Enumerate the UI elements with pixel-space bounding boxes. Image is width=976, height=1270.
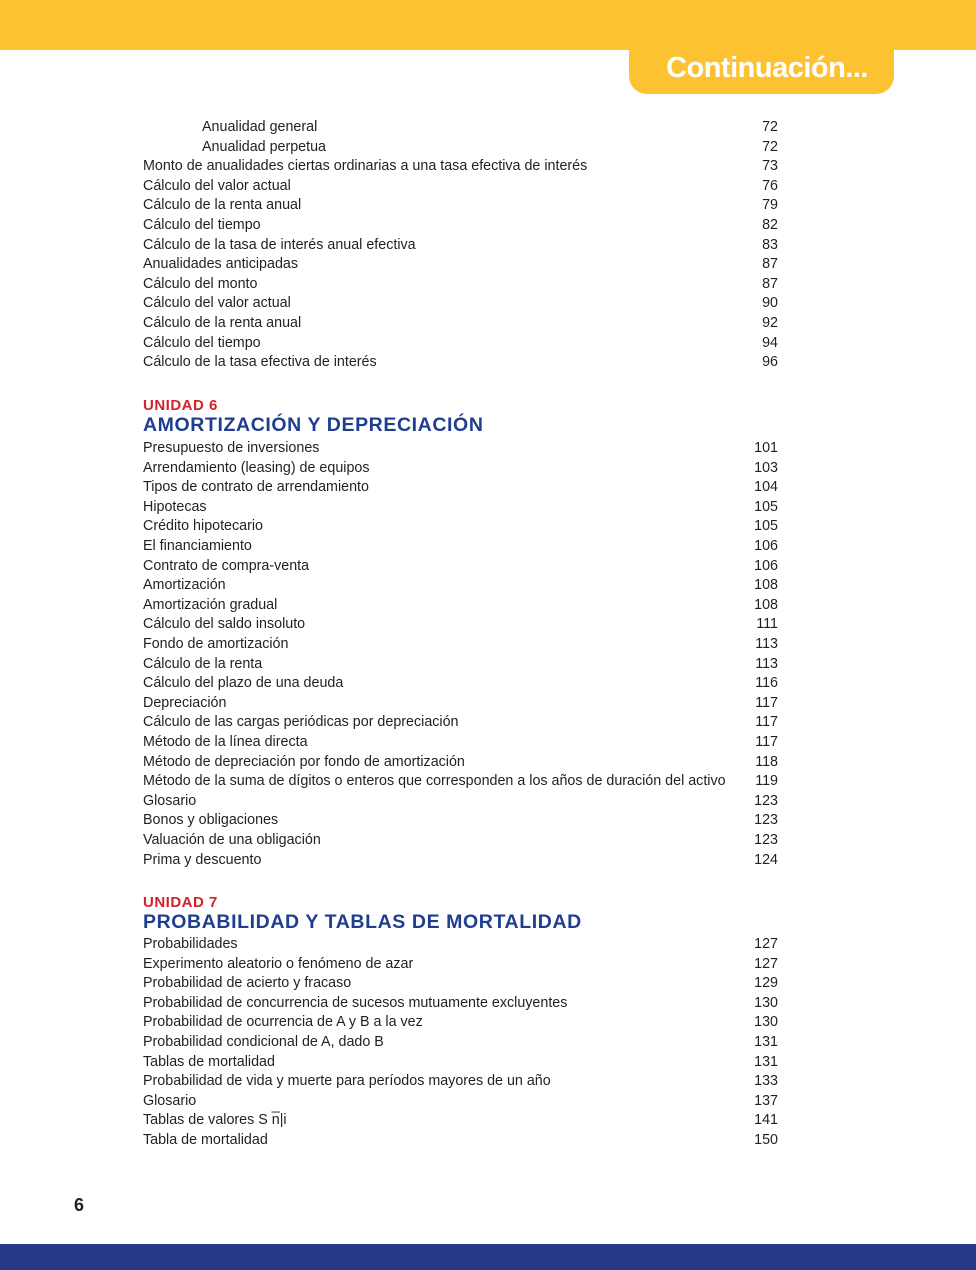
toc-entry-title: Cálculo de la tasa de interés anual efectiva (143, 236, 416, 253)
toc-entry-page: 90 (762, 295, 778, 312)
toc-entry-title: Método de la suma de dígitos o enteros que corresponden a los años de duración del activo (143, 773, 726, 790)
toc-entry[interactable] (143, 313, 778, 333)
toc-entry[interactable] (143, 556, 778, 576)
unit-6-title: AMORTIZACIÓN Y DEPRECIACIÓN (143, 414, 484, 436)
toc-entry[interactable] (143, 575, 778, 595)
toc-entry-page: 113 (755, 655, 778, 672)
toc-entry[interactable] (143, 993, 778, 1013)
toc-entry-title: Bonos y obligaciones (143, 812, 279, 829)
toc-entry-page: 127 (754, 936, 778, 952)
toc-entry[interactable] (143, 934, 778, 954)
toc-entry[interactable] (143, 274, 778, 294)
toc-entry-title: Anualidad perpetua (202, 138, 327, 155)
unit-7-label: UNIDAD 7 (143, 894, 218, 911)
toc-entry-title: Cálculo de la renta anual (143, 315, 302, 331)
toc-entry[interactable] (143, 693, 778, 713)
toc-entry[interactable] (143, 1052, 778, 1072)
toc-entry-page: 105 (754, 518, 778, 535)
toc-entry-page: 137 (754, 1092, 778, 1109)
toc-entry-page: 127 (754, 955, 778, 972)
toc-entry-page: 92 (762, 315, 778, 331)
toc-entry-page: 141 (754, 1112, 778, 1129)
toc-entry[interactable] (143, 254, 778, 274)
toc-entry-title: Presupuesto de inversiones (143, 440, 320, 456)
toc-entry-title: Tipos de contrato de arrendamiento (143, 479, 369, 496)
continuation-tab (629, 40, 894, 94)
toc-entry-page: 101 (754, 440, 778, 456)
toc-entry[interactable] (143, 1071, 778, 1091)
toc-entry-title: Probabilidad de vida y muerte para períodos mayores de un año (143, 1073, 551, 1090)
toc-entry[interactable] (143, 973, 778, 993)
toc-entry-title: Probabilidades (143, 936, 238, 952)
toc-entry-page: 87 (762, 256, 778, 273)
toc-entry-title: Arrendamiento (leasing) de equipos (143, 459, 370, 476)
toc-entry-page: 133 (754, 1073, 778, 1090)
toc-entry-title: Cálculo del monto (143, 275, 258, 292)
toc-entry-title: Cálculo del valor actual (143, 295, 291, 312)
toc-entry-page: 103 (754, 459, 778, 476)
toc-entry-title: Cálculo del valor actual (143, 177, 291, 194)
toc-entry-page: 124 (754, 851, 778, 868)
toc-entry-page: 106 (754, 557, 778, 574)
toc-entry[interactable] (143, 614, 778, 634)
toc-entry-page: 117 (755, 694, 778, 711)
toc-entry[interactable] (143, 536, 778, 556)
toc-entry-title: Probabilidad de concurrencia de sucesos mutuamente excluyentes (143, 994, 568, 1011)
toc-entry-page: 73 (762, 158, 778, 175)
toc-entry[interactable] (143, 954, 778, 974)
toc-entry-page: 108 (754, 577, 778, 594)
toc-entry-title: Glosario (143, 792, 197, 809)
toc-entry[interactable] (143, 438, 778, 458)
toc-entry-page: 104 (754, 479, 778, 496)
toc-entry[interactable] (143, 1110, 778, 1130)
toc-entry-page: 131 (754, 1053, 778, 1070)
toc-entry[interactable] (143, 516, 778, 536)
continuation-label: Continuación... (666, 52, 868, 84)
toc-entry[interactable] (143, 156, 778, 176)
toc-entry-title: Experimento aleatorio o fenómeno de azar (143, 955, 414, 972)
toc-entry[interactable] (143, 712, 778, 732)
footer-band (0, 1244, 976, 1270)
toc-entry[interactable] (143, 497, 778, 517)
toc-entry-title: Cálculo de las cargas periódicas por depreciación (143, 714, 459, 731)
toc-entry-title: Cálculo del plazo de una deuda (143, 675, 344, 692)
toc-entry-title: Cálculo del tiempo (143, 334, 261, 351)
toc-entry-page: 119 (755, 773, 778, 790)
toc-entry-title: Cálculo de la renta anual (143, 197, 302, 214)
toc-entry-page: 130 (754, 1014, 778, 1031)
toc-entry-page: 106 (754, 538, 778, 554)
toc-entry[interactable] (143, 634, 778, 654)
toc-entry-page: 123 (754, 832, 778, 848)
toc-entry-title: Anualidades anticipadas (143, 256, 298, 273)
toc-entry[interactable] (143, 333, 778, 353)
toc-entry[interactable] (143, 195, 778, 215)
toc-entry-title: Cálculo de la tasa efectiva de interés (143, 354, 377, 371)
toc-entry-title: Prima y descuento (143, 851, 262, 868)
toc-entry-page: 96 (762, 354, 778, 371)
toc-entry[interactable] (143, 477, 778, 497)
toc-entry-page: 82 (762, 217, 778, 233)
toc-entry[interactable] (143, 654, 778, 674)
toc-entry-title: Anualidad general (202, 119, 318, 135)
toc-entry-page: 118 (755, 753, 778, 770)
toc-entry-page: 94 (762, 334, 778, 351)
toc-entry[interactable] (143, 458, 778, 478)
toc-entry-title: Amortización (143, 577, 226, 594)
toc-entry-title: Probabilidad condicional de A, dado B (143, 1034, 384, 1050)
toc-entry-page: 105 (754, 498, 778, 515)
toc-entry[interactable] (143, 595, 778, 615)
toc-entry-page: 108 (754, 596, 778, 613)
toc-entry[interactable] (143, 1130, 778, 1150)
toc-entry-page: 117 (755, 734, 778, 750)
toc-entry[interactable] (143, 752, 778, 772)
toc-entry-page: 83 (762, 236, 778, 253)
toc-entry-page: 123 (754, 792, 778, 809)
toc-entry-title: Tablas de mortalidad (143, 1053, 275, 1070)
toc-entry-title: Crédito hipotecario (143, 518, 264, 535)
toc-entry-page: 117 (755, 714, 778, 731)
toc-entry-title: Monto de anualidades ciertas ordinarias a una tasa efectiva de interés (143, 158, 588, 175)
toc-entry-page: 76 (762, 177, 778, 194)
toc-entry-page: 116 (755, 675, 778, 692)
toc-entry-page: 129 (754, 975, 778, 992)
toc-entry-title: Tablas de valores S n̅|i (143, 1112, 287, 1129)
toc-entry-title: Valuación de una obligación (143, 832, 321, 848)
toc-entry-page: 113 (755, 636, 778, 652)
toc-entry[interactable] (143, 850, 778, 870)
toc-entry[interactable] (143, 215, 778, 235)
toc-entry-page: 130 (754, 994, 778, 1011)
toc-entry-page: 111 (756, 616, 778, 633)
toc-entry[interactable] (143, 810, 778, 830)
toc-entry[interactable] (143, 176, 778, 196)
toc-entry-title: Cálculo de la renta (143, 655, 263, 672)
toc-entry[interactable] (143, 830, 778, 850)
page-number: 6 (74, 1195, 85, 1215)
unit-6-label: UNIDAD 6 (143, 397, 218, 414)
toc-entry-title: Fondo de amortización (143, 636, 289, 652)
toc-entry-title: Cálculo del tiempo (143, 217, 261, 233)
toc-entry-title: Método de depreciación por fondo de amortización (143, 753, 465, 770)
toc-entry-page: 150 (754, 1132, 778, 1148)
toc-entry-title: Hipotecas (143, 498, 207, 515)
toc-entry[interactable] (143, 117, 778, 137)
toc-entry[interactable] (143, 673, 778, 693)
toc-entry-page: 87 (762, 275, 778, 292)
toc-entry-title: El financiamiento (143, 538, 252, 554)
toc-entry[interactable] (143, 293, 778, 313)
toc-entry[interactable] (143, 771, 778, 791)
toc-entry-title: Cálculo del saldo insoluto (143, 616, 306, 633)
toc-entry-title: Método de la línea directa (143, 734, 308, 750)
toc-entry-page: 123 (754, 812, 778, 829)
toc-entry-page: 131 (754, 1034, 778, 1050)
toc-entry-title: Depreciación (143, 694, 227, 711)
toc-entry-title: Amortización gradual (143, 596, 278, 613)
toc-entry-title: Probabilidad de ocurrencia de A y B a la vez (143, 1014, 423, 1031)
toc-entry[interactable] (143, 235, 778, 255)
toc-entry[interactable] (143, 791, 778, 811)
toc-entry[interactable] (143, 1091, 778, 1111)
toc-entry-page: 72 (762, 119, 778, 135)
toc-entry-title: Probabilidad de acierto y fracaso (143, 975, 352, 992)
toc-entry-page: 79 (762, 197, 778, 214)
toc-entry-title: Contrato de compra-venta (143, 557, 310, 574)
toc-entry[interactable] (143, 1032, 778, 1052)
toc-entry-title: Glosario (143, 1092, 197, 1109)
toc-entry[interactable] (143, 1012, 778, 1032)
toc-entry-page: 72 (762, 138, 778, 155)
toc-entry-title: Tabla de mortalidad (143, 1132, 268, 1148)
toc-entry[interactable] (143, 352, 778, 372)
toc-entry[interactable] (143, 732, 778, 752)
toc-entry[interactable] (143, 137, 778, 157)
unit-7-title: PROBABILIDAD Y TABLAS DE MORTALIDAD (143, 911, 582, 933)
